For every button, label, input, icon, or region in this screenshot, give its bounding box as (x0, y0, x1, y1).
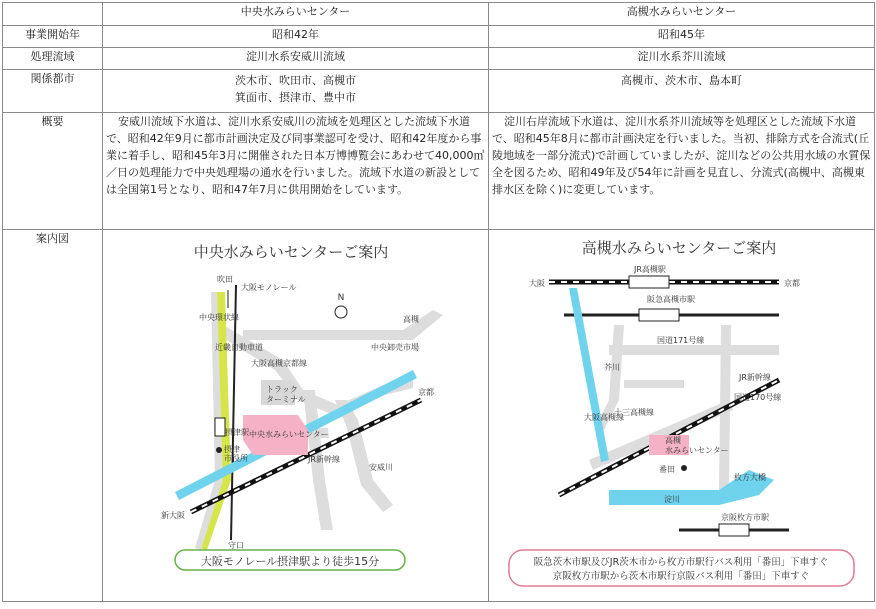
corner-cell (3, 3, 103, 26)
row-label-overview: 概要 (3, 113, 103, 230)
label-osaka-takatsuki: 大阪高槻京都線 (251, 359, 307, 368)
city-hall-dot (216, 447, 222, 453)
label-monorail: 大阪モノレール (241, 283, 297, 292)
chuo-map (103, 230, 487, 598)
label-banda: 番田 (659, 465, 675, 474)
label-chuo-kanjo: 中央環状線 (199, 313, 239, 322)
chuo-map-cell (103, 230, 489, 602)
takatsuki-cities: 高槻市、茨木市、島本町 (489, 70, 875, 113)
takatsuki-basin: 淀川水系芥川流域 (489, 48, 875, 70)
label-center-1: 高槻 (665, 436, 681, 445)
jr-takatsuki-station (629, 276, 669, 288)
label-settsu-sta: 摂津駅 (225, 428, 249, 437)
takatsuki-caption-2: 京阪枚方市駅から茨木市駅行京阪バス利用「番田」下車すぐ (552, 571, 810, 582)
label-osaka: 大阪 (529, 279, 545, 288)
label-jr-line: JR新幹線 (308, 455, 340, 464)
settsu-station-box (215, 418, 225, 436)
north-marker (335, 306, 347, 318)
label-shin-osaka: 新大阪 (161, 511, 185, 520)
chuo-map-title: 中央水みらいセンターご案内 (193, 243, 389, 261)
label-route170: 国道170号線 (734, 393, 782, 402)
row-label-cities: 関係都市 (3, 70, 103, 113)
chuo-overview-text: 安威川流域下水道は、淀川水系安威川の流域を処理区とした流域下水道で、昭和42年9月に都市計画決定及び同事業認可を受け、昭和42年度から事業に着手し、昭和45年3月に開催された日本万博博覧会にあわせて40,000㎥／日の処理能力で中央処理場の通水を行いました。流域下水道の新設としては全国第1号となり、昭和47年7月に供用開始をしています。 (106, 115, 485, 196)
route-171 (609, 345, 779, 355)
label-yodogawa: 淀川 (664, 495, 680, 504)
chuo-basin: 淀川水系安威川流域 (103, 48, 489, 70)
takatsuki-map (489, 230, 873, 598)
takatsuki-overview (489, 113, 875, 230)
label-kinki-exp: 近畿自動車道 (215, 343, 263, 352)
label-akutagawa: 芥川 (604, 363, 620, 372)
takatsuki-caption-1: 阪急茨木市駅及びJR茨木市から枚方市駅行バス利用「番田」下車すぐ (533, 557, 829, 568)
label-hirakata-bridge: 枚方大橋 (734, 473, 766, 482)
label-jusanken: 十三高槻線 (614, 408, 654, 417)
label-keihan: 京阪枚方市駅 (721, 513, 769, 522)
row-label-map: 案内図 (3, 230, 103, 602)
takatsuki-map-cell (489, 230, 875, 602)
label-kyoto-2: 京都 (784, 279, 800, 288)
label-chuo-oroshi: 中央卸売市場 (371, 343, 419, 352)
row-label-start-year: 事業開始年 (3, 26, 103, 48)
banda-dot (681, 465, 687, 471)
label-center: 中央水みらいセンター (249, 430, 329, 439)
north-label: N (337, 293, 345, 303)
chuo-cities-line2: 箕面市、摂津市、豊中市 (235, 91, 356, 104)
label-hankyu: 阪急高槻市駅 (647, 295, 695, 304)
chuo-caption: 大阪モノレール摂津駅より徒歩15分 (200, 555, 380, 568)
label-jr-takatsuki: JR高槻駅 (634, 265, 666, 274)
chuo-start-year: 昭和42年 (103, 26, 489, 48)
label-kyoto: 京都 (418, 388, 434, 397)
chuo-overview (103, 113, 489, 230)
label-takatsuki: 高槻 (403, 315, 419, 324)
label-jr-shinkansen: JR新幹線 (739, 373, 771, 382)
header-takatsuki: 高槻水みらいセンター (489, 3, 875, 26)
label-city-hall2: 市役所 (224, 454, 248, 463)
label-center-2: 水みらいセンター (665, 446, 729, 455)
keihan-station (719, 524, 749, 536)
label-city-hall: 摂津 (224, 445, 240, 454)
label-terminal: ターミナル (266, 395, 306, 404)
takatsuki-start-year: 昭和45年 (489, 26, 875, 48)
label-moriguchi: 守口 (228, 541, 244, 550)
header-chuo: 中央水みらいセンター (103, 3, 489, 26)
takatsuki-map-title: 高槻水みらいセンターご案内 (581, 239, 777, 257)
road-branch (624, 380, 684, 388)
takatsuki-overview-text: 淀川右岸流域下水道は、淀川水系芥川流域等を処理区とした流域下水道で、昭和45年8月に都市計画決定を行いました。当初、排除方式を合流式(丘陵地域を一部分流式)で計画していましたが、淀川などの公共用水域の水質保全を図るため、昭和49年及び54年に計画を見直し、分流式(高槻中、高槻東排水区を除く)に変更しています。 (492, 115, 871, 196)
label-truck: トラック (266, 385, 298, 394)
chuo-cities (103, 70, 489, 113)
center-info-table (2, 2, 875, 602)
label-suita: 吹田 (217, 275, 233, 284)
label-route171: 国道171号線 (657, 336, 705, 345)
label-osaka-takatsuki-2: 大阪高槻線 (584, 413, 624, 422)
hankyu-station (639, 309, 679, 321)
chuo-cities-line1: 茨木市、吹田市、高槻市 (235, 74, 356, 87)
row-label-basin: 処理流域 (3, 48, 103, 70)
label-aigawa: 安威川 (369, 463, 393, 472)
monorail-line (231, 285, 236, 540)
